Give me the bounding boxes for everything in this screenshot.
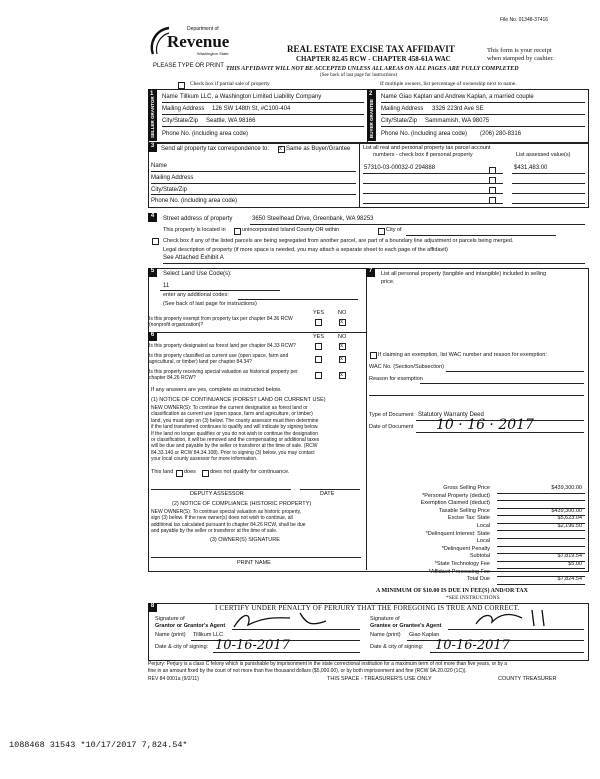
parcel-pp-checkbox-1[interactable]: [489, 167, 496, 174]
perjury-notice-1: Perjury: Perjury is a class C felony which is punishable by imprisonment in the state correctional institution for a maximum term of not more than five years, or by a: [148, 661, 508, 667]
seller-name-label: Name: [162, 94, 179, 100]
parcel-header-1: List all real and personal property tax parcel account: [363, 145, 491, 151]
parcel-pp-checkbox-4[interactable]: [489, 197, 496, 204]
seller-phone-label: Phone No. (including area code): [162, 131, 249, 137]
owner-signature-label: (3) OWNER(S) SIGNATURE: [210, 537, 280, 543]
assessed-header: List assessed value(s): [516, 152, 571, 158]
grantee-name-label: Name (print): [370, 632, 401, 638]
seller-city-label: City/State/Zip: [162, 118, 199, 124]
wac-no-label: WAC No. (Section/Subsection): [369, 364, 444, 370]
buyer-side-label: BUYER GRANTEE: [369, 98, 374, 138]
current-use-no-checkbox[interactable]: x: [339, 356, 346, 363]
receipt-note-2: when stamped by cashier.: [487, 55, 554, 62]
s3-mailing-label: Mailing Address: [151, 175, 194, 181]
parcel-pp-checkbox-3[interactable]: [489, 187, 496, 194]
section-6-block: 6: [148, 332, 157, 341]
street-address[interactable]: 3650 Steelhead Drive, Greenbank, WA 98253: [252, 216, 374, 222]
document-date[interactable]: 10 · 16 · 2017: [436, 417, 534, 433]
treasurer-use-only: THIS SPACE - TREASURER'S USE ONLY: [327, 676, 432, 682]
seller-city[interactable]: Seattle, WA 98166: [206, 118, 256, 124]
tax-row: *Personal Property (deduct): [369, 494, 585, 502]
forest-no-checkbox[interactable]: x: [339, 343, 346, 350]
personal-property-label-2: price.: [381, 279, 395, 285]
minimum-fee-note: A MINIMUM OF $10.00 IS DUE IN FEE(S) AND/OR TAX: [376, 588, 528, 594]
receipt-note-1: This form is your receipt: [487, 47, 552, 54]
grantor-name-label: Name (print): [155, 632, 186, 638]
partial-sale-checkbox[interactable]: [178, 82, 185, 89]
form-chapter: CHAPTER 82.45 RCW - CHAPTER 458-61A WAC: [296, 55, 451, 63]
grantee-date-label: Date & city of signing:: [370, 644, 424, 650]
buyer-name[interactable]: Giao Kaplan and Andrew Kaplan, a married couple: [399, 94, 534, 100]
section-1-block: 1: [148, 89, 157, 141]
section-3-block: 3: [148, 143, 157, 152]
same-as-buyer-label: Same as Buyer/Grantee: [286, 146, 351, 152]
this-land-label: This land: [151, 469, 174, 475]
buyer-phone-label: Phone No. (including area code): [381, 131, 468, 137]
send-correspondence-label: Send all property tax correspondence to:: [161, 146, 270, 152]
buyer-phone[interactable]: (206) 280-8316: [480, 131, 522, 137]
not-accepted-notice: THIS AFFIDAVIT WILL NOT BE ACCEPTED UNLESS ALL AREAS ON ALL PAGES ARE FULLY COMPLETED: [226, 66, 519, 72]
seller-mailing[interactable]: 126 SW 148th St, #C100-404: [212, 106, 291, 112]
does-not-label: does not: [210, 469, 232, 475]
grantee-name[interactable]: Giao Kaplan: [409, 632, 440, 638]
exemption-claim-label: If claiming an exemption, list WAC number and reason for exemption:: [378, 352, 547, 358]
partial-sale-label: Check box if partial sale of property: [190, 81, 270, 87]
section-7-block: 7: [366, 268, 375, 277]
tax-row: *State Technology Fee $5.00: [369, 562, 585, 570]
perjury-notice-2: fine in an amount fixed by the court of not more than five thousand dollars ($5,000.00), or by both imprisonment and fine (RCW 9A.20.020 (1C)).: [148, 668, 467, 674]
buyer-city-label: City/State/Zip: [381, 118, 418, 124]
form-revision: REV 84 0001a (9/2/11): [148, 676, 199, 682]
personal-property-label-1: List all personal property (tangible and intangible) included in selling: [381, 271, 547, 277]
exemption-checkbox[interactable]: [370, 352, 377, 359]
s3-name-label: Name: [151, 163, 168, 169]
unincorporated-checkbox[interactable]: [234, 228, 241, 235]
cashier-stamp: 1088468 31543 *10/17/2017 7,824.54*: [9, 740, 188, 750]
document-type-label: Type of Document: [369, 412, 414, 418]
notice-compliance-body: NEW OWNER(S): To continue special valuation as historic property, sign (3) below. If the new owner(s) does not wish to continue, all additional tax calculated pursuant to chapter 84.26 RCW, shall be due and payable by the seller or transferor at the time of sale.: [151, 509, 306, 535]
s5-see-back: (See back of last page for instructions): [163, 301, 257, 307]
segregated-label: Check box if any of the listed parcels are being segregated from another parcel, are part of a boundary line adjustment or parcels being merged.: [163, 238, 514, 244]
assessor-date-label: DATE: [320, 491, 335, 497]
seller-side-label: SELLER GRANTOR: [150, 96, 155, 138]
parcel-header-2: numbers - check box if personal property: [373, 152, 473, 158]
tax-row: *Delinquent Penalty: [369, 547, 585, 555]
buyer-mailing-label: Mailing Address: [381, 106, 424, 112]
current-use-question: Is this property classified as current use (open space, farm and agricultural, or timber) land per chapter 84.34?: [149, 353, 289, 365]
exempt-yes-checkbox[interactable]: [315, 319, 322, 326]
parcel-pp-checkbox-2[interactable]: [489, 177, 496, 184]
tax-row: Subtotal $7,819.54: [369, 554, 585, 562]
certify-statement: I CERTIFY UNDER PENALTY OF PERJURY THAT THE FOREGOING IS TRUE AND CORRECT.: [215, 604, 520, 612]
form-title: REAL ESTATE EXCISE TAX AFFIDAVIT: [287, 44, 455, 54]
seller-name[interactable]: Tillkum LLC, a Washington Limited Liability Company: [180, 94, 322, 100]
grantee-date[interactable]: 10-16-2017: [435, 638, 510, 653]
unincorporated-label: unincorporated Island County OR within: [242, 227, 340, 233]
s5-no-header: NO: [338, 310, 347, 316]
does-qualify-checkbox[interactable]: [176, 470, 183, 477]
notice-continuance-title: (1) NOTICE OF CONTINUANCE (FOREST LAND OR CURRENT USE): [151, 397, 326, 403]
forest-yes-checkbox[interactable]: [315, 343, 322, 350]
dor-logo: [147, 24, 237, 64]
tax-row: Gross Selling Price $439,300.00: [369, 486, 585, 494]
legal-description-label: Legal description of property (if more space is needed, you may attach a separate sheet to each page of the affidavit): [163, 247, 448, 253]
buyer-mailing[interactable]: 3326 223rd Ave SE: [432, 106, 484, 112]
additional-codes-label: enter any additional codes:: [163, 292, 229, 298]
tax-table: [369, 486, 585, 585]
land-use-label: Select Land Use Code(s):: [163, 271, 232, 277]
assessed-value[interactable]: $431,483.00: [514, 165, 548, 171]
document-type[interactable]: Statutory Warranty Deed: [418, 412, 484, 418]
grantee-signature[interactable]: [470, 608, 570, 630]
notice-continuance-body: NEW OWNER(S): To continue the current designation as forest land or classification as current use (open space, farm and agriculture, or timber) land, you must sign on (3) below. The county assessor must then determine if the land transferred continues to qualify and will indicate by signing below. If the land no longer qualifies or you do not wish to continue the designation or classification, it will be removed and the compensating or additional taxes will be due and payable by the seller or transferor at the time of sale. (RCW 84.33.140 or RCW 84.34.108). Prior to signing (3) below, you may contact your local county assessor for more information.: [151, 405, 320, 463]
historic-no-checkbox[interactable]: x: [339, 372, 346, 379]
if-any-yes: If any answers are yes, complete as instructed below.: [151, 387, 282, 393]
logo-revenue: Revenue: [167, 32, 230, 51]
see-instructions-note: *SEE INSTRUCTIONS: [446, 595, 500, 601]
parcel-number[interactable]: 57310-03-00032-0 294888: [364, 165, 436, 171]
logo-state: Washington State: [197, 51, 229, 56]
multiple-owners-note: If multiple owners, list percentage of ownership next to name.: [380, 81, 517, 87]
section-5-block: 5: [148, 268, 157, 277]
grantor-sig-label-1: Signature of: [155, 616, 185, 622]
s6-no-header: NO: [338, 334, 347, 340]
buyer-name-label: Name: [381, 94, 398, 100]
legal-description[interactable]: See Attached Exhibit A: [163, 255, 224, 261]
logo-department-of: Department of: [187, 26, 219, 32]
grantor-date[interactable]: 10-16-2017: [215, 638, 290, 653]
s5-yes-header: YES: [313, 310, 325, 316]
grantor-date-label: Date & city of signing:: [155, 644, 209, 650]
does-not-qualify-checkbox[interactable]: [202, 470, 209, 477]
please-type: PLEASE TYPE OR PRINT: [153, 63, 224, 69]
grantee-sig-label-1: Signature of: [370, 616, 400, 622]
within-city-checkbox[interactable]: [378, 228, 385, 235]
section-8-block: 8: [148, 603, 157, 612]
land-use-code[interactable]: 11: [163, 283, 170, 289]
file-number: File No. 01348-37416: [500, 17, 549, 23]
section-4-block: 4: [148, 213, 157, 222]
exempt-question: Is this property exempt from property tax per chapter 84.36 RCW (nonprofit organization)?: [149, 316, 293, 328]
exemption-reason-label: Reason for exemption: [369, 376, 423, 382]
seller-mailing-label: Mailing Address: [162, 106, 205, 112]
tax-row: Local: [369, 539, 585, 547]
grantor-signature[interactable]: [230, 609, 340, 631]
exempt-no-checkbox[interactable]: x: [339, 319, 346, 326]
same-as-buyer-checkbox[interactable]: x: [278, 146, 285, 153]
segregated-checkbox[interactable]: [152, 238, 159, 245]
section-2-block: 2: [367, 89, 376, 141]
s3-city-label: City/State/Zip: [151, 187, 188, 193]
located-in-label: This property is located in: [163, 227, 226, 233]
grantor-name[interactable]: Tillikum LLC: [193, 632, 224, 638]
tax-row-total: Total Due $7,824.54: [369, 577, 585, 585]
deputy-assessor-label: DEPUTY ASSESSOR: [190, 491, 244, 497]
tax-row: Local $2,196.50: [369, 524, 585, 532]
tax-row: *Delinquent Interest: State: [369, 532, 585, 540]
buyer-city[interactable]: Sammamish, WA 98075: [425, 118, 490, 124]
city-of-label: City of: [386, 227, 402, 233]
document-date-label: Date of Document: [369, 424, 414, 430]
tax-row: Taxable Selling Price $439,300.00: [369, 509, 585, 517]
street-address-label: Street address of property: [163, 216, 233, 222]
grantee-sig-label-2: Grantee or Grantee's Agent: [370, 623, 442, 629]
county-treasurer-label: COUNTY TREASURER: [498, 676, 557, 682]
tax-row: Exemption Claimed (deduct): [369, 501, 585, 509]
notice-compliance-title: (2) NOTICE OF COMPLIANCE (HISTORIC PROPERTY): [172, 501, 312, 507]
see-back-note: (See back of last page for instructions): [320, 73, 398, 78]
forest-land-question: Is this property designated as forest land per chapter 84.33 RCW?: [149, 343, 296, 349]
tax-row: Excise Tax: State $5,623.04: [369, 516, 585, 524]
historic-yes-checkbox[interactable]: [315, 372, 322, 379]
s3-phone-label: Phone No. (including area code): [151, 198, 238, 204]
grantor-sig-label-2: Grantor or Grantor's Agent: [155, 623, 226, 629]
tax-row: *Affidavit Processing Fee: [369, 570, 585, 578]
s6-yes-header: YES: [313, 334, 325, 340]
historic-question: Is this property receiving special valuation as historical property per chapter 84.26 RCW?: [149, 369, 298, 381]
print-name-label: PRINT NAME: [237, 560, 271, 566]
qualify-label: qualify for continuance.: [233, 469, 290, 475]
does-label: does: [184, 469, 196, 475]
current-use-yes-checkbox[interactable]: [315, 356, 322, 363]
